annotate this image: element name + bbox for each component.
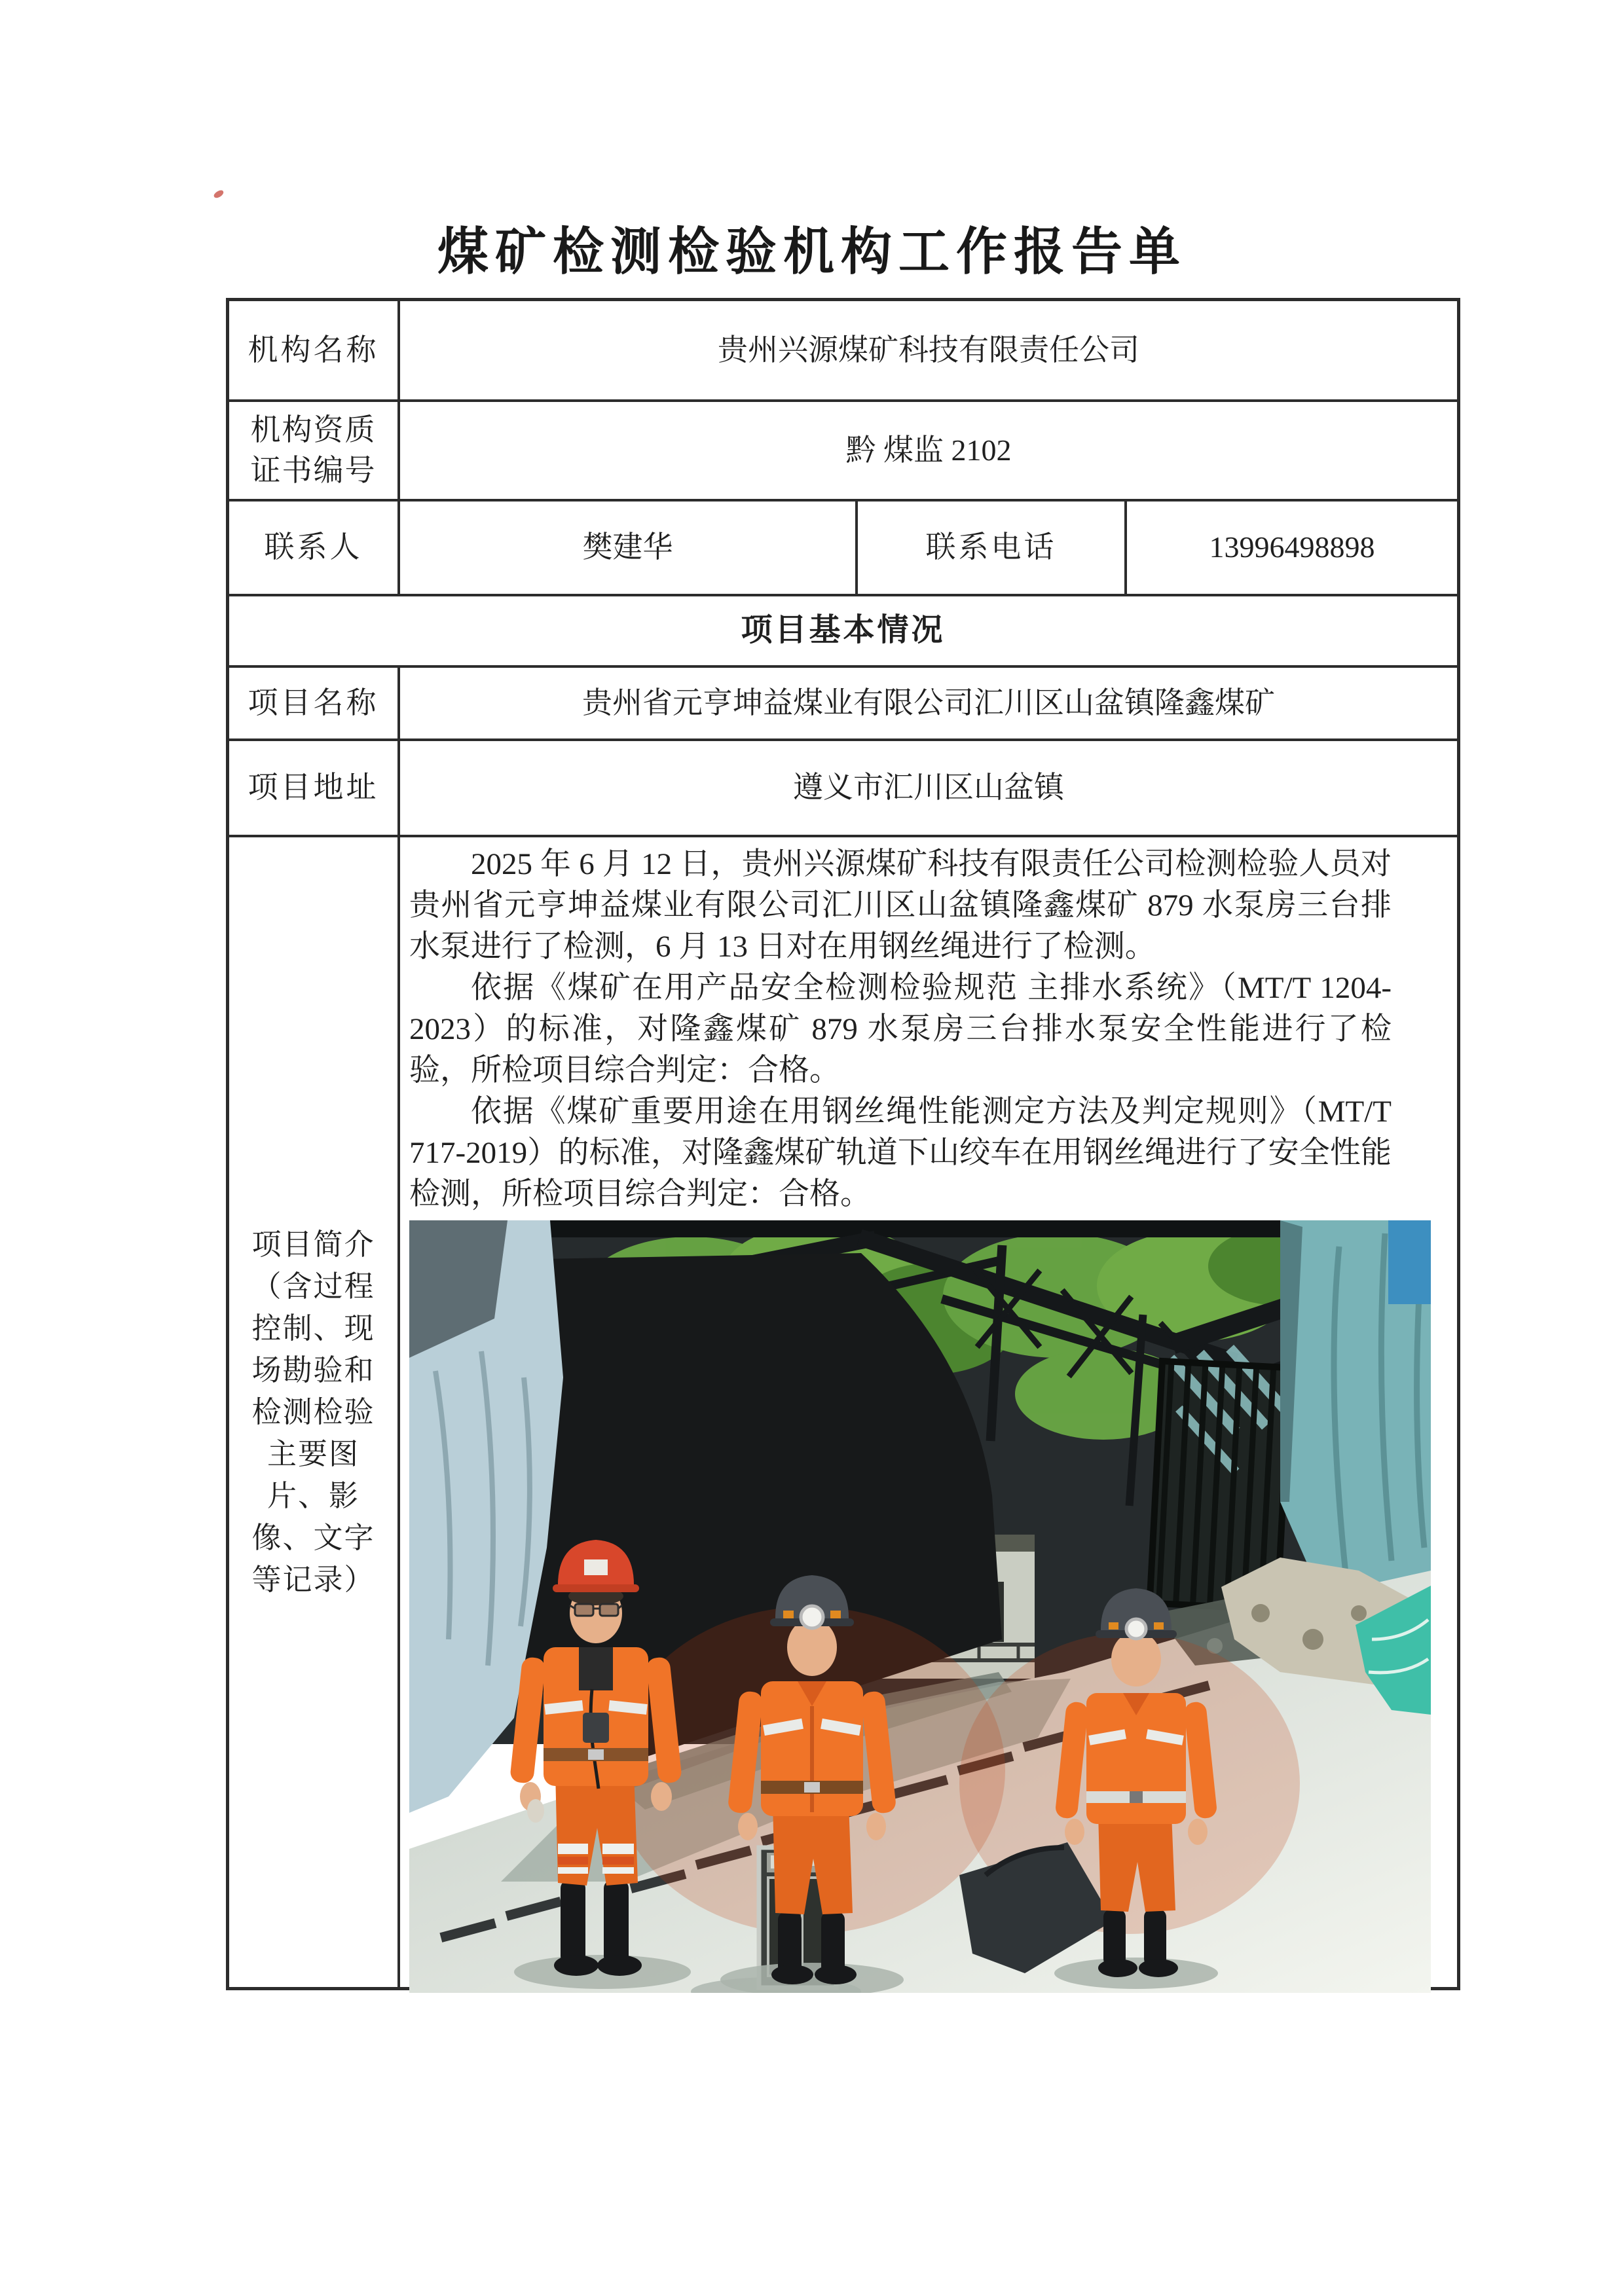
table-row-summary — [229, 835, 1457, 1987]
table-row-project-name — [229, 665, 1457, 738]
summary-label: 项目简介（含过程控制、现场勘验和检测检验主要图片、影像、文字等记录） — [251, 1228, 375, 1596]
cert-no-label: 机构资质证书编号 — [250, 412, 377, 487]
contact-label: 联系人 — [264, 530, 363, 564]
summary-label-cell — [229, 837, 397, 1987]
summary-content-cell — [397, 837, 1457, 1987]
headlamp — [1126, 1619, 1146, 1639]
summary-paragraph: 依据《煤矿在用产品安全检测检验规范 主排水系统》（MT/T 1204-2023）的标准，对隆鑫煤矿 879 水泵房三台排水泵安全性能进行了检验，所检项目综合判定：合格。 — [409, 971, 1392, 1087]
site-photo — [409, 1220, 1431, 1993]
project-address-label: 项目地址 — [248, 771, 379, 805]
summary-paragraph: 2025 年 6 月 12 日，贵州兴源煤矿科技有限责任公司检测检验人员对贵州省元亨坤益煤业有限公司汇川区山盆镇隆鑫煤矿 879 水泵房三台排水泵进行了检测，6 月 13 日对在用钢丝绳进行了检测。 — [409, 847, 1392, 964]
summary-paragraph: 依据《煤矿重要用途在用钢丝绳性能测定方法及判定规则》（MT/T 717-2019）的标准，对隆鑫煤矿轨道下山绞车在用钢丝绳进行了安全性能检测，所检项目综合判定：合格。 — [409, 1095, 1392, 1211]
red-ink-mark — [213, 189, 225, 199]
table-row-project-address — [229, 738, 1457, 835]
blue-sign — [1388, 1220, 1431, 1304]
table-row-contact — [229, 499, 1457, 594]
cert-no-value: 黔 煤监 2102 — [397, 402, 1457, 499]
org-name-label: 机构名称 — [248, 333, 379, 367]
org-name-value: 贵州兴源煤矿科技有限责任公司 — [397, 301, 1457, 399]
page-title: 煤矿检测检验机构工作报告单 — [437, 223, 1187, 280]
phone-value: 13996498898 — [1124, 501, 1457, 594]
section-header: 项目基本情况 — [741, 613, 946, 648]
teal-pillar — [1280, 1220, 1431, 1607]
contact-value: 樊建华 — [397, 501, 855, 594]
headlamp — [801, 1606, 823, 1628]
phone-label: 联系电话 — [855, 501, 1124, 594]
table-row-section — [229, 594, 1457, 665]
table-row-cert — [229, 399, 1457, 499]
report-table — [226, 298, 1460, 1990]
hand-gauge — [527, 1799, 544, 1823]
project-name-value: 贵州省元亨坤益煤业有限公司汇川区山盆镇隆鑫煤矿 — [397, 668, 1457, 738]
project-address-value: 遵义市汇川区山盆镇 — [397, 741, 1457, 835]
summary-text — [409, 844, 1392, 1215]
project-name-label: 项目名称 — [248, 685, 379, 720]
table-row-org — [229, 301, 1457, 399]
